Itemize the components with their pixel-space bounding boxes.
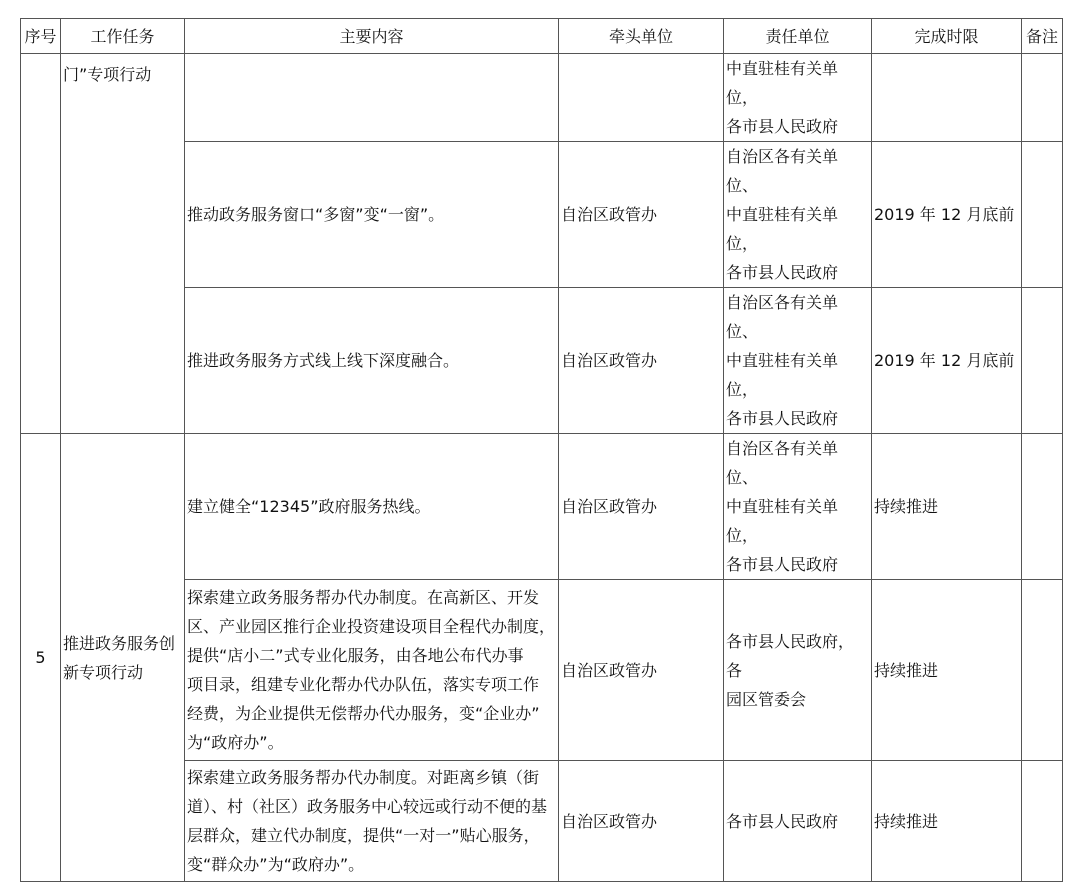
responsible-cell: 各市县人民政府 — [724, 761, 872, 882]
content-cell: 推动政务服务窗口“多窗”变“一窗”。 — [185, 142, 559, 288]
content-cell: 推进政务服务方式线上线下深度融合。 — [185, 288, 559, 434]
deadline-cell: 2019 年 12 月底前 — [872, 142, 1022, 288]
header-task: 工作任务 — [61, 19, 185, 54]
task-name: 推进政务服务创 新专项行动 — [61, 434, 185, 882]
row-number: 5 — [21, 434, 61, 882]
header-deadline: 完成时限 — [872, 19, 1022, 54]
header-lead: 牵头单位 — [559, 19, 724, 54]
header-responsible: 责任单位 — [724, 19, 872, 54]
lead-cell: 自治区政管办 — [559, 434, 724, 580]
note-cell — [1022, 761, 1063, 882]
table-header-row — [21, 19, 1063, 54]
responsible-cell: 中直驻桂有关单位， 各市县人民政府 — [724, 54, 872, 142]
note-cell — [1022, 434, 1063, 580]
note-cell — [1022, 580, 1063, 761]
task-name: 门”专项行动 — [61, 54, 185, 434]
deadline-cell — [872, 54, 1022, 142]
note-cell — [1022, 54, 1063, 142]
lead-cell: 自治区政管办 — [559, 580, 724, 761]
responsible-cell: 自治区各有关单位、 中直驻桂有关单位， 各市县人民政府 — [724, 434, 872, 580]
lead-cell — [559, 54, 724, 142]
note-cell — [1022, 142, 1063, 288]
lead-cell: 自治区政管办 — [559, 288, 724, 434]
note-cell — [1022, 288, 1063, 434]
table-row — [21, 54, 1063, 142]
content-cell: 建立健全“12345”政府服务热线。 — [185, 434, 559, 580]
content-cell — [185, 54, 559, 142]
header-no: 序号 — [21, 19, 61, 54]
task-table — [20, 18, 1063, 882]
deadline-cell: 持续推进 — [872, 761, 1022, 882]
header-content: 主要内容 — [185, 19, 559, 54]
row-number — [21, 54, 61, 434]
lead-cell: 自治区政管办 — [559, 142, 724, 288]
table-row — [21, 434, 1063, 580]
deadline-cell: 2019 年 12 月底前 — [872, 288, 1022, 434]
responsible-cell: 自治区各有关单位、 中直驻桂有关单位， 各市县人民政府 — [724, 288, 872, 434]
lead-cell: 自治区政管办 — [559, 761, 724, 882]
deadline-cell: 持续推进 — [872, 580, 1022, 761]
header-note: 备注 — [1022, 19, 1063, 54]
content-cell: 探索建立政务服务帮办代办制度。在高新区、开发 区、产业园区推行企业投资建设项目全程代办制度， 提供“店小二”式专业化服务，由各地公布代办事 项目录，组建专业化帮办代办队伍，落实专项工作 经费，为企业提供无偿帮办代办服务，变“企业办” 为“政府办”。 — [185, 580, 559, 761]
responsible-cell: 各市县人民政府，各 园区管委会 — [724, 580, 872, 761]
responsible-cell: 自治区各有关单位、 中直驻桂有关单位， 各市县人民政府 — [724, 142, 872, 288]
deadline-cell: 持续推进 — [872, 434, 1022, 580]
content-cell: 探索建立政务服务帮办代办制度。对距离乡镇（街 道）、村（社区）政务服务中心较远或行动不便的基 层群众，建立代办制度，提供“一对一”贴心服务， 变“群众办”为“政府办”。 — [185, 761, 559, 882]
